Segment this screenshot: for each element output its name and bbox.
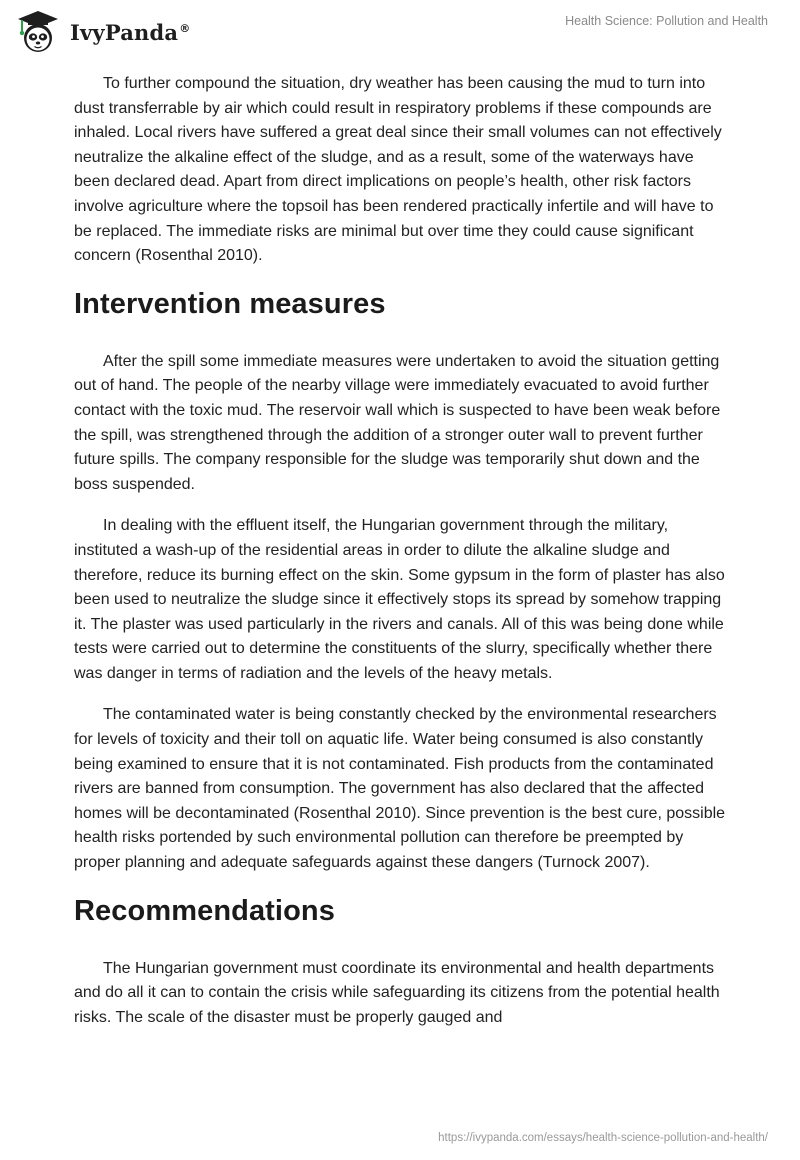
section-heading-intervention: Intervention measures [74, 287, 386, 320]
paragraph: After the spill some immediate measures were undertaken to avoid the situation getting out of hand. The people of the nearby village were immediately evacuated to avoid further contact with the toxic mud. The reservoir wall which is suspected to have been weak before the spill, was strengthened through the addition of a stronger outer wall to prevent further future spills. The company responsible for the sludge was temporarily shut down and the boss suspended. [74, 352, 721, 493]
document-title: Health Science: Pollution and Health [565, 14, 768, 28]
logo-wordmark: IvyPanda® [70, 19, 191, 45]
source-url-link[interactable]: https://ivypanda.com/essays/health-science-pollution-and-health/ [438, 1132, 768, 1144]
paragraph: The contaminated water is being constantly checked by the environmental researchers for levels of toxicity and their toll on aquatic life. Water being consumed is also constantly being examined to ensure that it is not contaminated. Fish products from the contaminated rivers are banned from consumption. The government has also declared that the affected homes will be decontaminated (Rosenthal 2010). Since prevention is the best cure, possible health risks portended by such environmental pollution can therefore be preempted by proper planning and adequate safeguards against these dangers (Turnock 2007). [74, 706, 726, 872]
ivypanda-logo[interactable] [14, 8, 190, 56]
paragraph: In dealing with the effluent itself, the Hungarian government through the military, instituted a wash-up of the residential areas in order to dilute the alkaline sludge and therefore, reduce its burning effect on the skin. Some gypsum in the form of plaster has also been used to neutralize the sludge since it effectively stops its spread by somehow trapping it. The plaster was used particularly in the rivers and canals. All of this was being done while tests were carried out to determine the constituents of the slurry, specifically whether there was danger in terms of radiation and the levels of the heavy metals. [74, 517, 725, 682]
essay-body [74, 72, 726, 1047]
paragraph: To further compound the situation, dry weather has been causing the mud to turn into dust transferrable by air which could result in respiratory problems if these compounds are inhaled. Local rivers have suffered a great deal since their small volumes can not effectively neutralize the alkaline effect of the sludge, and as a result, some of the waterways have been declared dead. Apart from direct implications on people’s health, other risk factors involve agriculture where the topsoil has been rendered practically infertile and will have to be replaced. The immediate risks are minimal but over time they could cause significant concern (Rosenthal 2010). [74, 75, 722, 265]
panda-graduate-icon [14, 8, 62, 56]
paragraph: The Hungarian government must coordinate its environmental and health departments and do all it can to contain the crisis while safeguarding its citizens from the potential health risks. The scale of the disaster must be properly gauged and [74, 959, 720, 1026]
section-heading-recommendations: Recommendations [74, 894, 335, 927]
page-header [0, 0, 800, 60]
